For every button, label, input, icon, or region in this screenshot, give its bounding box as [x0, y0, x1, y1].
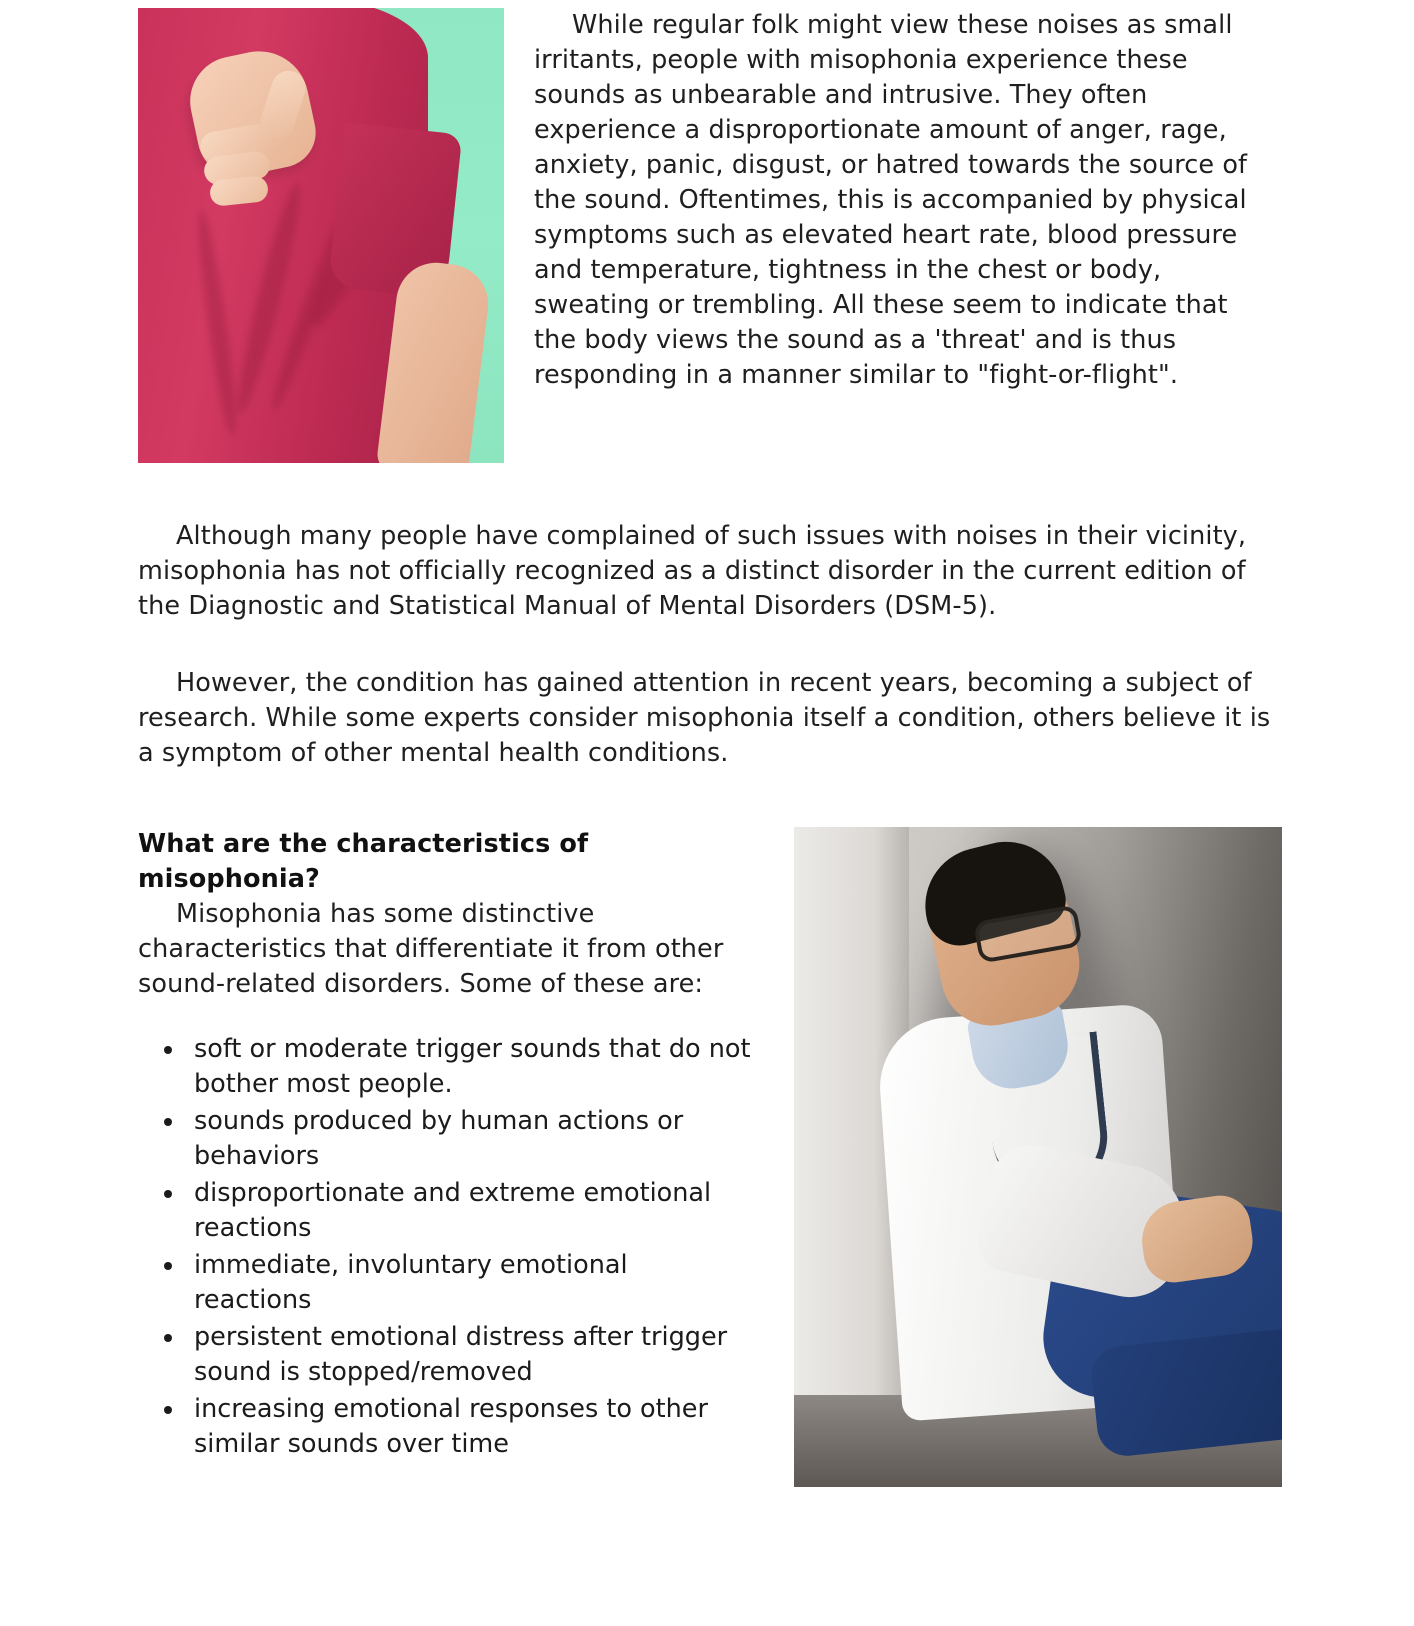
paragraph-symptoms: While regular folk might view these noises as small irritants, people with misophonia experience these sounds as unbearable and intrusive. They often experience a disproportionate amount of anger, rage, anxiety, panic, disgust, or hatred towards the source of the sound. Oftentimes, this is accompanied by physical symptoms such as elevated heart rate, blood pressure and temperature, tightness in the chest or body, sweating or trembling. All these seem to indicate that the body views the sound as a 'threat' and is thus responding in a manner similar to "fight-or-flight".: [534, 10, 1248, 390]
characteristics-list: [138, 1032, 752, 1462]
paragraph-dsm5: Although many people have complained of such issues with noises in their vicinity, misophonia has not officially recognized as a distinct disorder in the current edition of the Diagnostic and Statistical Manual of Mental Disorders (DSM-5).: [138, 521, 1247, 621]
list-item: • soft or moderate trigger sounds that do not bother most people.: [186, 1032, 752, 1102]
list-item: • sounds produced by human actions or behaviors: [186, 1104, 752, 1174]
section-image-text: [138, 0, 1276, 463]
section-one-text-column: [504, 8, 1276, 393]
spacer: [138, 624, 1276, 666]
shin-shape: [1089, 1325, 1282, 1458]
image-doctor-sitting: [794, 827, 1282, 1487]
spacer: [138, 771, 1276, 827]
spacer: [138, 463, 1276, 519]
paragraph-characteristics-intro: Misophonia has some distinctive characteristics that differentiate it from other sound-related disorders. Some of these are:: [138, 899, 724, 999]
paragraph-research: However, the condition has gained attention in recent years, becoming a subject of research. While some experts consider misophonia itself a condition, others believe it is a symptom of other mental health conditions.: [138, 668, 1271, 768]
image-person-clutching-shirt: [138, 8, 504, 463]
list-item: • increasing emotional responses to other similar sounds over time: [186, 1392, 752, 1462]
list-item: • immediate, involuntary emotional reactions: [186, 1248, 752, 1318]
list-item: • disproportionate and extreme emotional reactions: [186, 1176, 752, 1246]
section-two-text-column: [138, 827, 752, 1464]
heading-characteristics: What are the characteristics of misophonia?: [138, 829, 589, 894]
list-item: • persistent emotional distress after trigger sound is stopped/removed: [186, 1320, 752, 1390]
section-text-image: [138, 827, 1276, 1487]
